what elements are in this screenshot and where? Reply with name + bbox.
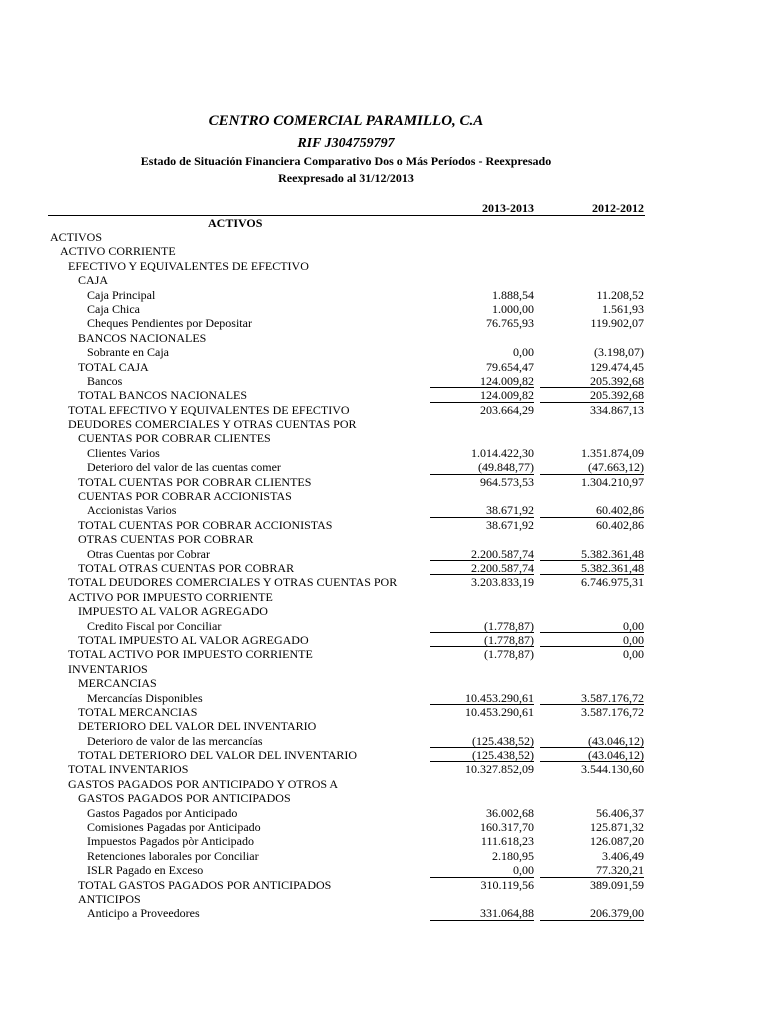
- value-2013: 1.014.422,30: [471, 445, 534, 460]
- row-label: Clientes Varios: [87, 445, 160, 460]
- value-2013: (125.438,52): [430, 734, 534, 748]
- table-row: [0, 244, 768, 258]
- value-2013: 964.573,53: [480, 474, 534, 489]
- table-row: [0, 460, 768, 474]
- table-row: [0, 762, 768, 776]
- row-label: ACTIVO CORRIENTE: [60, 244, 176, 259]
- table-row: [0, 892, 768, 906]
- table-row: [0, 302, 768, 316]
- row-label: Retenciones laborales por Conciliar: [87, 848, 259, 863]
- row-label: TOTAL BANCOS NACIONALES: [78, 388, 248, 403]
- row-label: DEUDORES COMERCIALES Y OTRAS CUENTAS POR: [68, 417, 357, 432]
- value-2013: 2.180,95: [492, 848, 534, 863]
- table-row: [0, 446, 768, 460]
- row-label: TOTAL CUENTAS POR COBRAR ACCIONISTAS: [78, 517, 333, 532]
- table-row: [0, 475, 768, 489]
- row-label: CAJA: [78, 273, 109, 288]
- row-label: INVENTARIOS: [68, 661, 148, 676]
- table-row: [0, 619, 768, 633]
- row-label: GASTOS PAGADOS POR ANTICIPADO Y OTROS A: [68, 776, 339, 791]
- column-header-2013: 2013-2013: [482, 201, 534, 215]
- row-label: Deterioro del valor de las cuentas comer: [87, 460, 281, 475]
- value-2012: (3.198,07): [594, 345, 644, 360]
- row-label: CUENTAS POR COBRAR CLIENTES: [78, 431, 271, 446]
- value-2013: 331.064,88: [430, 906, 534, 920]
- row-label: Deterioro de valor de las mercancías: [87, 733, 263, 748]
- value-2013: (1.778,87): [430, 633, 534, 647]
- value-2013: 111.618,23: [480, 834, 534, 849]
- value-2012: 129.474,45: [590, 359, 644, 374]
- row-label: Accionistas Varios: [87, 503, 177, 518]
- table-row: [0, 273, 768, 287]
- value-2013: 124.009,82: [430, 374, 534, 388]
- value-2012: 3.587.176,72: [540, 691, 644, 705]
- value-2012: 56.406,37: [596, 805, 644, 820]
- row-label: CUENTAS POR COBRAR ACCIONISTAS: [78, 489, 292, 504]
- table-row: [0, 633, 768, 647]
- table-row: [0, 777, 768, 791]
- row-label: TOTAL INVENTARIOS: [68, 762, 189, 777]
- row-label: ISLR Pagado en Exceso: [87, 863, 204, 878]
- table-row: [0, 561, 768, 575]
- company-name: CENTRO COMERCIAL PARAMILLO, C.A: [208, 113, 484, 129]
- table-row: [0, 719, 768, 733]
- value-2013: 2.200.587,74: [430, 547, 534, 561]
- row-label: IMPUESTO AL VALOR AGREGADO: [78, 604, 268, 619]
- row-label: TOTAL CAJA: [78, 359, 149, 374]
- table-row: [0, 417, 768, 431]
- value-2012: 3.544.130,60: [581, 762, 644, 777]
- value-2012: 1.304.210,97: [581, 474, 644, 489]
- value-2012: 389.091,59: [590, 877, 644, 892]
- row-label: TOTAL OTRAS CUENTAS POR COBRAR: [78, 560, 295, 575]
- value-2013: 10.453.290,61: [430, 691, 534, 705]
- value-2013: 76.765,93: [486, 316, 534, 331]
- value-2012: 60.402,86: [540, 503, 644, 517]
- company-rif: RIF J304759797: [297, 136, 395, 151]
- table-row: [0, 820, 768, 834]
- value-2012: 0,00: [623, 647, 644, 662]
- header-divider: [48, 215, 645, 216]
- row-label: TOTAL EFECTIVO Y EQUIVALENTES DE EFECTIVO: [68, 402, 350, 417]
- value-2013: 1.000,00: [492, 301, 534, 316]
- table-row: [0, 748, 768, 762]
- table-row: [0, 834, 768, 848]
- row-label: TOTAL ACTIVO POR IMPUESTO CORRIENTE: [68, 647, 313, 662]
- row-label: TOTAL IMPUESTO AL VALOR AGREGADO: [78, 632, 309, 647]
- table-row: [0, 575, 768, 589]
- column-header-2012: 2012-2012: [592, 201, 644, 215]
- value-2013: 79.654,47: [486, 359, 534, 374]
- value-2013: (1.778,87): [484, 647, 534, 662]
- value-2013: 10.453.290,61: [465, 704, 534, 719]
- row-label: Anticipo a Proveedores: [87, 906, 200, 921]
- row-label: Sobrante en Caja: [87, 345, 169, 360]
- value-2013: 36.002,68: [486, 805, 534, 820]
- value-2013: 160.317,70: [480, 820, 534, 835]
- row-label: ACTIVO POR IMPUESTO CORRIENTE: [68, 589, 273, 604]
- row-label: TOTAL DETERIORO DEL VALOR DEL INVENTARIO: [78, 748, 358, 763]
- row-label: ANTICIPOS: [78, 891, 141, 906]
- row-label: Credito Fiscal por Conciliar: [87, 618, 222, 633]
- value-2012: 205.392,68: [540, 374, 644, 388]
- row-label: Caja Principal: [87, 287, 156, 302]
- table-row: [0, 532, 768, 546]
- value-2012: 0,00: [540, 633, 644, 647]
- row-label: Impuestos Pagados pòr Anticipado: [87, 834, 254, 849]
- value-2013: 38.671,92: [486, 517, 534, 532]
- table-row: [0, 360, 768, 374]
- table-row: [0, 374, 768, 388]
- table-row: [0, 230, 768, 244]
- value-2012: (43.046,12): [540, 734, 644, 748]
- value-2013: 38.671,92: [430, 503, 534, 517]
- value-2012: 1.351.874,09: [581, 445, 644, 460]
- table-row: [0, 403, 768, 417]
- table-row: [0, 604, 768, 618]
- section-title: ACTIVOS: [208, 216, 263, 230]
- table-row: [0, 345, 768, 359]
- table-row: [0, 590, 768, 604]
- row-label: TOTAL DEUDORES COMERCIALES Y OTRAS CUENTAS POR: [68, 575, 398, 590]
- value-2013: (49.848,77): [430, 460, 534, 474]
- row-label: TOTAL GASTOS PAGADOS POR ANTICIPADOS: [78, 877, 332, 892]
- row-label: MERCANCIAS: [78, 676, 157, 691]
- table-row: [0, 705, 768, 719]
- table-row: [0, 734, 768, 748]
- row-label: TOTAL MERCANCIAS: [78, 704, 198, 719]
- table-row: [0, 691, 768, 705]
- value-2012: 125.871,32: [590, 820, 644, 835]
- value-2013: 1.888,54: [492, 287, 534, 302]
- table-row: [0, 547, 768, 561]
- row-label: DETERIORO DEL VALOR DEL INVENTARIO: [78, 719, 317, 734]
- value-2012: 6.746.975,31: [581, 575, 644, 590]
- restated-date: Reexpresado al 31/12/2013: [278, 171, 414, 185]
- value-2013: 3.203.833,19: [471, 575, 534, 590]
- value-2013: 203.664,29: [480, 402, 534, 417]
- value-2012: 0,00: [540, 619, 644, 633]
- table-row: [0, 849, 768, 863]
- value-2013: 0,00: [430, 863, 534, 877]
- row-label: GASTOS PAGADOS POR ANTICIPADOS: [78, 791, 291, 806]
- table-row: [0, 676, 768, 690]
- value-2012: (43.046,12): [540, 748, 644, 762]
- row-label: TOTAL CUENTAS POR COBRAR CLIENTES: [78, 474, 312, 489]
- table-row: [0, 906, 768, 920]
- table-row: [0, 791, 768, 805]
- value-2012: 1.561,93: [602, 301, 644, 316]
- value-2012: 77.320,21: [540, 863, 644, 877]
- value-2013: (125.438,52): [430, 748, 534, 762]
- row-label: OTRAS CUENTAS POR COBRAR: [78, 532, 254, 547]
- row-label: BANCOS NACIONALES: [78, 330, 207, 345]
- value-2013: 310.119,56: [480, 877, 534, 892]
- table-row: [0, 503, 768, 517]
- row-label: Bancos: [87, 373, 123, 388]
- value-2012: 119.902,07: [590, 316, 644, 331]
- table-row: [0, 431, 768, 445]
- value-2013: 10.327.852,09: [465, 762, 534, 777]
- value-2012: 3.587.176,72: [581, 704, 644, 719]
- table-row: [0, 806, 768, 820]
- table-row: [0, 316, 768, 330]
- value-2012: 205.392,68: [540, 388, 644, 402]
- value-2012: 206.379,00: [540, 906, 644, 920]
- report-title: Estado de Situación Financiera Comparativo Dos o Más Períodos - Reexpresado: [140, 154, 552, 168]
- statement-rows: [0, 230, 768, 921]
- table-row: [0, 662, 768, 676]
- row-label: Comisiones Pagadas por Anticipado: [87, 820, 261, 835]
- value-2013: 2.200.587,74: [430, 561, 534, 575]
- row-label: EFECTIVO Y EQUIVALENTES DE EFECTIVO: [68, 258, 309, 273]
- value-2012: 5.382.361,48: [540, 547, 644, 561]
- table-row: [0, 388, 768, 402]
- value-2012: 126.087,20: [590, 834, 644, 849]
- value-2013: (1.778,87): [430, 619, 534, 633]
- value-2012: 5.382.361,48: [540, 561, 644, 575]
- value-2012: 3.406,49: [602, 848, 644, 863]
- row-label: Caja Chica: [87, 301, 140, 316]
- row-label: Otras Cuentas por Cobrar: [87, 546, 210, 561]
- table-row: [0, 878, 768, 892]
- value-2012: 334.867,13: [590, 402, 644, 417]
- row-label: Gastos Pagados por Anticipado: [87, 805, 238, 820]
- value-2013: 124.009,82: [430, 388, 534, 402]
- table-row: [0, 863, 768, 877]
- table-row: [0, 489, 768, 503]
- table-row: [0, 331, 768, 345]
- value-2012: 11.208,52: [596, 287, 644, 302]
- value-2012: (47.663,12): [540, 460, 644, 474]
- table-row: [0, 259, 768, 273]
- value-2012: 60.402,86: [596, 517, 644, 532]
- row-label: Cheques Pendientes por Depositar: [87, 316, 252, 331]
- table-row: [0, 288, 768, 302]
- value-2013: 0,00: [513, 345, 534, 360]
- table-row: [0, 518, 768, 532]
- row-label: Mercancías Disponibles: [87, 690, 203, 705]
- table-row: [0, 647, 768, 661]
- row-label: ACTIVOS: [50, 230, 103, 244]
